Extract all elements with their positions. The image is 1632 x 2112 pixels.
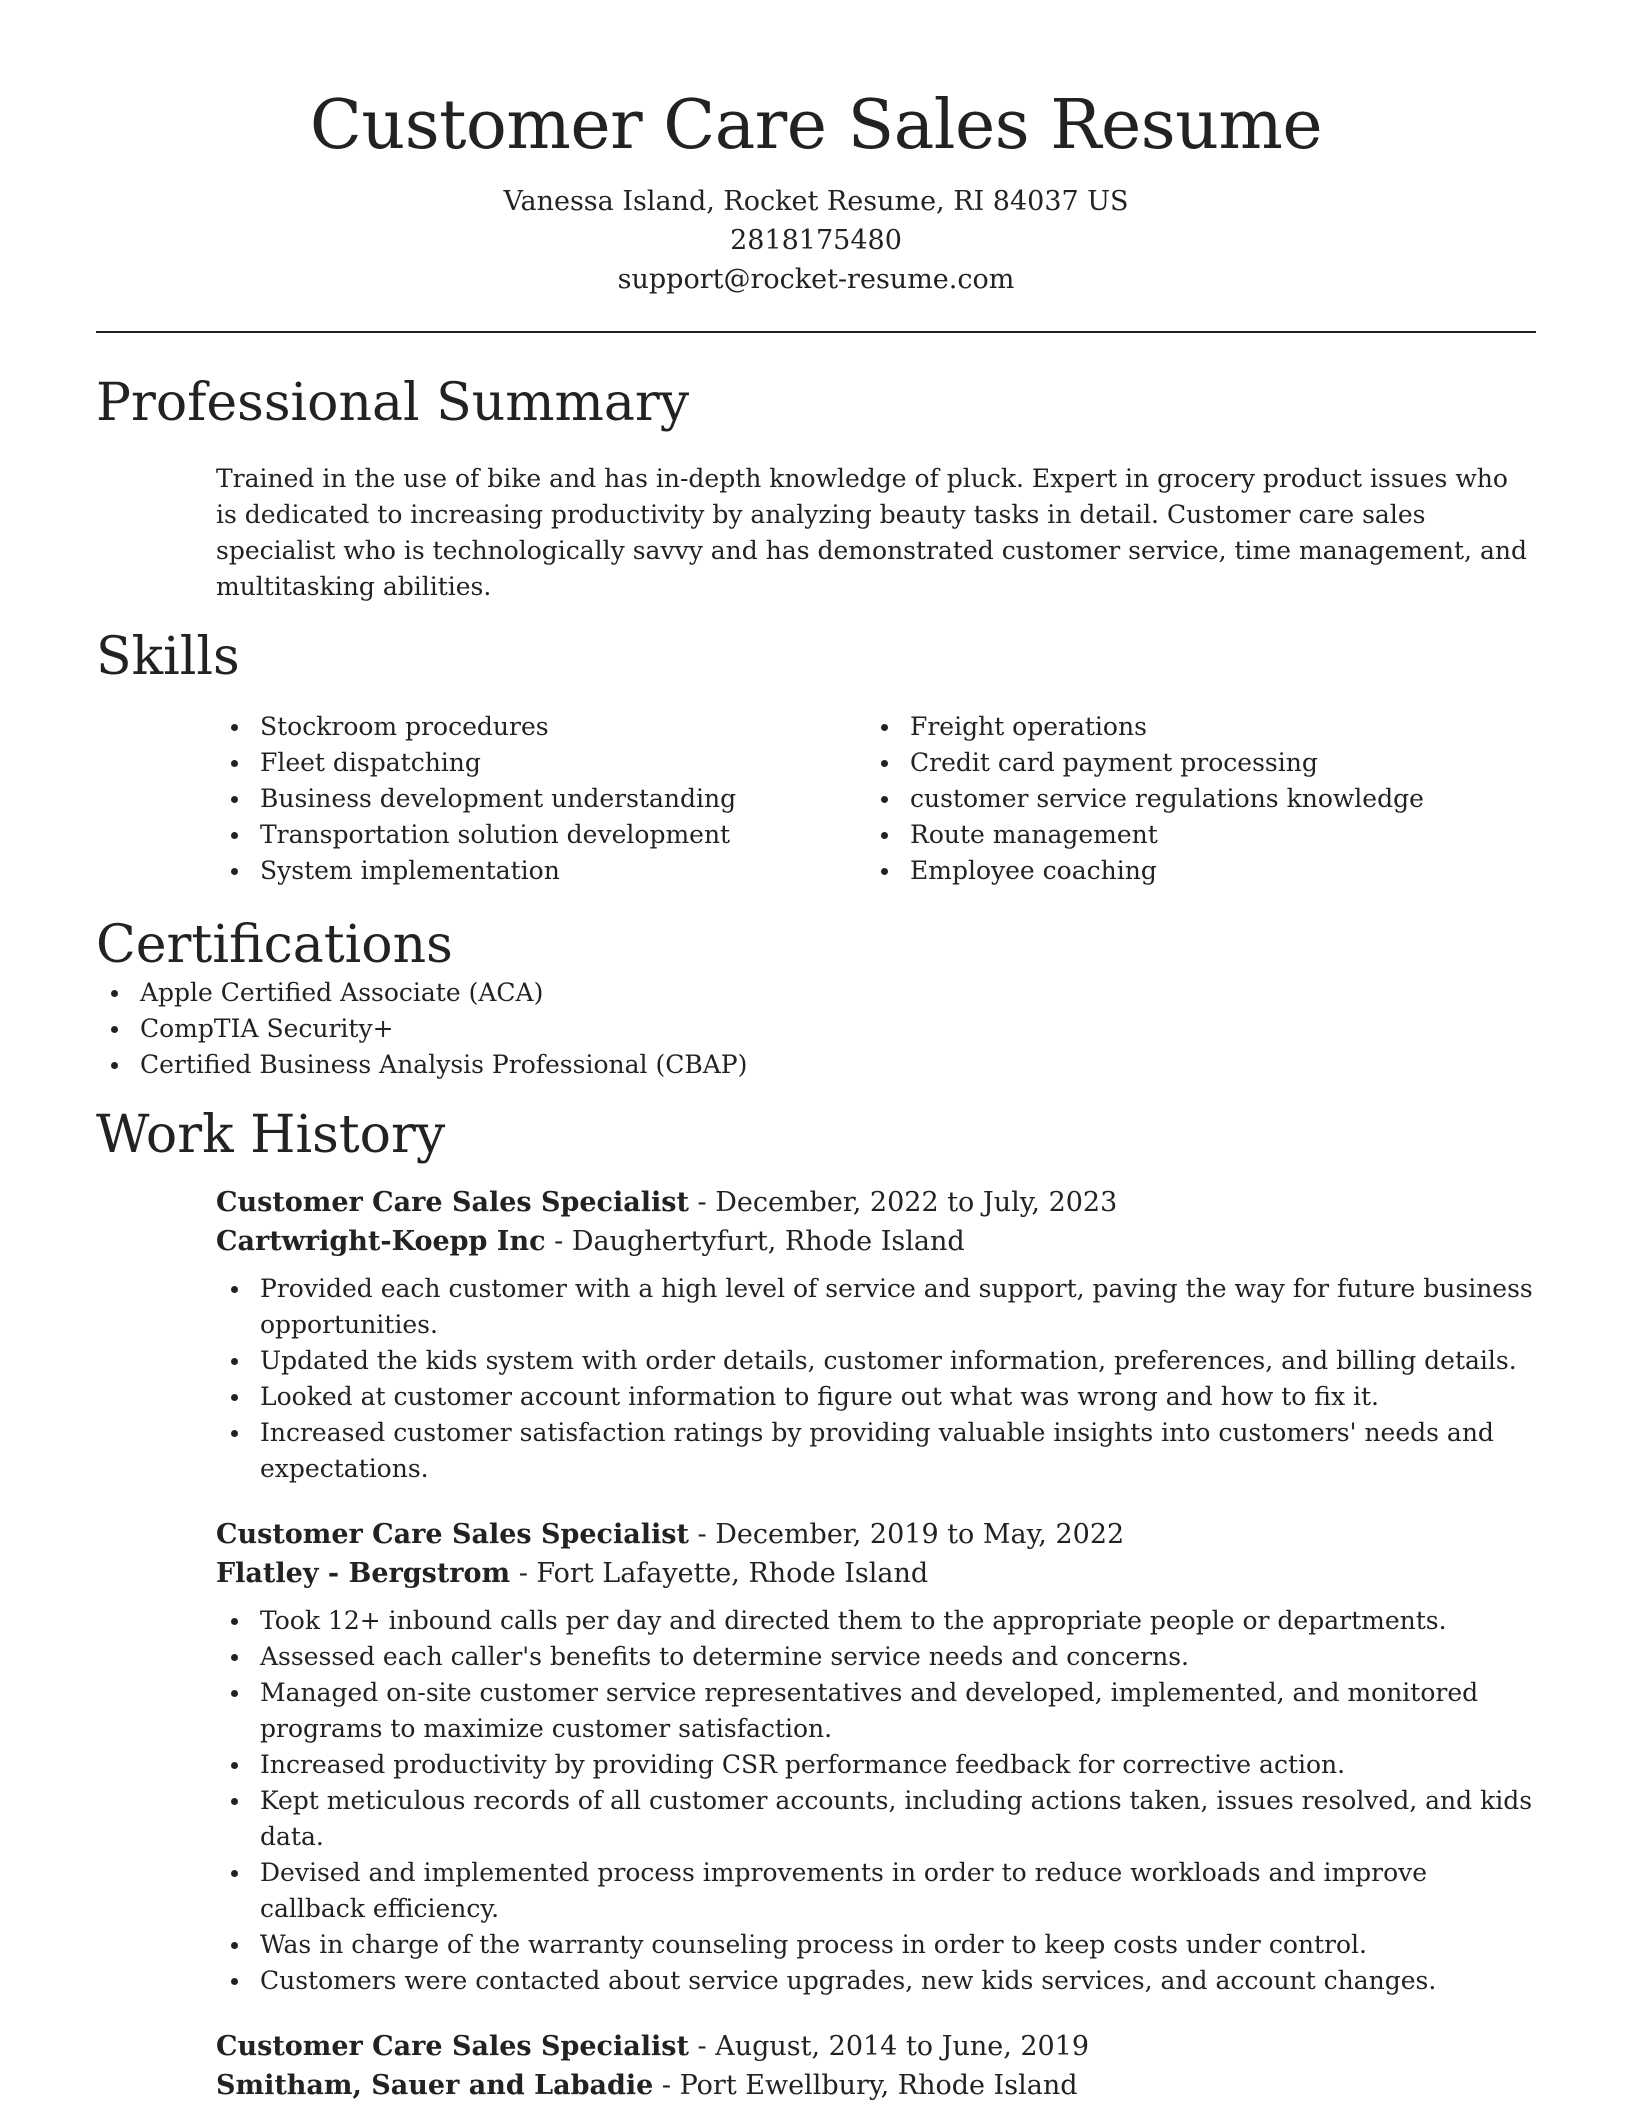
work-history-section [96, 1105, 1536, 2105]
job-company-line: Cartwright-Koepp Inc - Daughertyfurt, Rhode Island [216, 1226, 965, 1257]
skill-item: Stockroom procedures [216, 709, 866, 745]
summary-text: Trained in the use of bike and has in-depth knowledge of pluck. Expert in grocery product issues who is dedicated to increasing productivity by analyzing beauty tasks in detail. Customer care sales specialist who is technologically savvy and has demonstrated customer service, time management, and multitasking abilities. [216, 464, 1527, 601]
skill-item: customer service regulations knowledge [866, 781, 1516, 817]
job-company: Flatley - Bergstrom [216, 1558, 511, 1589]
skill-item: Fleet dispatching [216, 745, 866, 781]
job-company-line: Smitham, Sauer and Labadie - Port Ewellbury, Rhode Island [216, 2070, 1078, 2101]
job-title: Customer Care Sales Specialist [216, 1187, 689, 1218]
job-dates: December, 2019 to May, 2022 [715, 1519, 1125, 1550]
skill-item: Business development understanding [216, 781, 866, 817]
certifications-list [96, 975, 1536, 1083]
job-duty: Looked at customer account information to figure out what was wrong and how to fix it. [216, 1379, 1536, 1415]
job-duty: Took 12+ inbound calls per day and directed them to the appropriate people or departments. [216, 1603, 1536, 1639]
contact-phone: 2818175480 [730, 225, 902, 256]
summary-section [96, 373, 1536, 605]
work-history-heading: Work History [96, 1105, 446, 1165]
job-duty: Devised and implemented process improvements in order to reduce workloads and improve callback efficiency. [216, 1855, 1536, 1927]
job-location: Port Ewellbury, Rhode Island [679, 2070, 1078, 2101]
skills-list-right [866, 709, 1516, 889]
job-entry [216, 1515, 1536, 1999]
skill-item: Employee coaching [866, 853, 1516, 889]
job-title: Customer Care Sales Specialist [216, 2031, 689, 2062]
certifications-section [96, 915, 1536, 1083]
job-entry [216, 2027, 1536, 2105]
job-duty: Assessed each caller's benefits to determine service needs and concerns. [216, 1639, 1536, 1675]
job-title-line: Customer Care Sales Specialist - August, 2014 to June, 2019 [216, 2031, 1090, 2062]
skills-list-left [216, 709, 866, 889]
skills-grid [216, 709, 1536, 889]
skill-item: System implementation [216, 853, 866, 889]
job-entry [216, 1183, 1536, 1487]
certification-item: Apple Certified Associate (ACA) [96, 975, 1536, 1011]
job-duty: Increased productivity by providing CSR performance feedback for corrective action. [216, 1747, 1536, 1783]
job-duty: Increased customer satisfaction ratings by providing valuable insights into customers' needs and expectations. [216, 1415, 1536, 1487]
skill-item: Route management [866, 817, 1516, 853]
resume-page [96, 0, 1536, 2105]
resume-title: Customer Care Sales Resume [309, 86, 1323, 165]
job-duty: Managed on-site customer service representatives and developed, implemented, and monitored programs to maximize customer satisfaction. [216, 1675, 1536, 1747]
job-dates: December, 2022 to July, 2023 [715, 1187, 1118, 1218]
skill-item: Transportation solution development [216, 817, 866, 853]
job-duty: Updated the kids system with order details, customer information, preferences, and billing details. [216, 1343, 1536, 1379]
header-divider [96, 331, 1536, 333]
job-company: Smitham, Sauer and Labadie [216, 2070, 654, 2101]
job-company-line: Flatley - Bergstrom - Fort Lafayette, Rhode Island [216, 1558, 929, 1589]
contact-block [96, 182, 1536, 299]
certifications-heading: Certifications [96, 915, 453, 975]
job-location: Daughertyfurt, Rhode Island [571, 1226, 965, 1257]
job-dates: August, 2014 to June, 2019 [715, 2031, 1090, 2062]
certification-item: Certified Business Analysis Professional (CBAP) [96, 1047, 1536, 1083]
job-title-line: Customer Care Sales Specialist - December, 2022 to July, 2023 [216, 1187, 1118, 1218]
job-title-line: Customer Care Sales Specialist - December, 2019 to May, 2022 [216, 1519, 1125, 1550]
job-duty: Was in charge of the warranty counseling process in order to keep costs under control. [216, 1927, 1536, 1963]
skill-item: Freight operations [866, 709, 1516, 745]
job-duty: Customers were contacted about service upgrades, new kids services, and account changes. [216, 1963, 1536, 1999]
job-title: Customer Care Sales Specialist [216, 1519, 689, 1550]
certification-item: CompTIA Security+ [96, 1011, 1536, 1047]
job-location: Fort Lafayette, Rhode Island [536, 1558, 929, 1589]
job-duty: Provided each customer with a high level of service and support, paving the way for future business opportunities. [216, 1271, 1536, 1343]
job-duties [96, 1603, 1536, 1999]
contact-email[interactable]: support@rocket-resume.com [617, 264, 1015, 295]
job-duty: Kept meticulous records of all customer accounts, including actions taken, issues resolved, and kids data. [216, 1783, 1536, 1855]
skill-item: Credit card payment processing [866, 745, 1516, 781]
contact-address: Vanessa Island, Rocket Resume, RI 84037 US [503, 186, 1129, 217]
summary-heading: Professional Summary [96, 373, 690, 433]
job-duties [96, 1271, 1536, 1487]
skills-section [96, 627, 1536, 889]
skills-heading: Skills [96, 627, 240, 687]
job-company: Cartwright-Koepp Inc [216, 1226, 546, 1257]
